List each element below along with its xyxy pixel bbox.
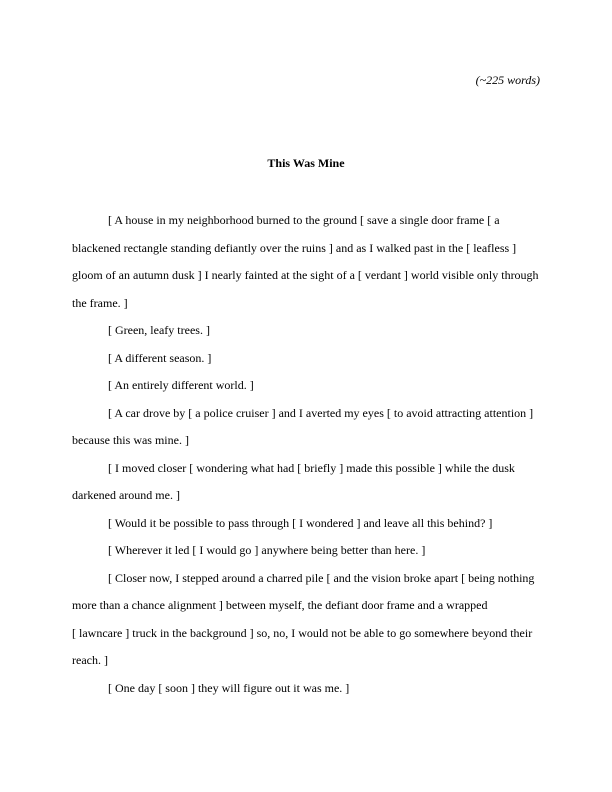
paragraph (72, 675, 540, 703)
paragraph-line: [ Closer now, I stepped around a charred pile [ and the vision broke apart [ being nothing (108, 570, 535, 585)
paragraph (72, 345, 540, 373)
paragraph-line: gloom of an autumn dusk ] I nearly fainted at the sight of a [ verdant ] world visible only through (72, 268, 539, 282)
paragraph-line: [ A house in my neighborhood burned to the ground [ save a single door frame [ a (108, 213, 500, 227)
paragraph-line: the frame. ] (72, 295, 128, 310)
paragraph (72, 317, 540, 345)
paragraph-line: darkened around me. ] (72, 488, 180, 502)
document-title: This Was Mine (267, 156, 345, 170)
paragraph (72, 565, 540, 675)
paragraph (72, 400, 540, 455)
paragraph-line: [ Green, leafy trees. ] (108, 323, 210, 337)
paragraph-line: [ A different season. ] (108, 350, 212, 365)
word-count: (~225 words) (475, 73, 540, 87)
paragraph-line: [ I moved closer [ wondering what had [ briefly ] made this possible ] while the dusk (108, 460, 515, 475)
paragraph-line: [ An entirely different world. ] (108, 378, 254, 392)
paragraph-line: blackened rectangle standing defiantly over the ruins ] and as I walked past in the [ leafless ] (72, 240, 517, 255)
document-body (72, 207, 540, 702)
paragraph-line: [ Would it be possible to pass through [ I wondered ] and leave all this behind? ] (108, 515, 493, 530)
paragraph-line: [ lawncare ] truck in the background ] so, no, I would not be able to go somewhere beyond their (72, 625, 533, 640)
paragraph-line: [ Wherever it led [ I would go ] anywhere being better than here. ] (108, 543, 426, 557)
paragraph (72, 510, 540, 538)
paragraph-line: reach. ] (72, 653, 108, 667)
paragraph-line: [ One day [ soon ] they will figure out it was me. ] (108, 680, 350, 695)
paragraph (72, 372, 540, 400)
paragraph (72, 207, 540, 317)
paragraph (72, 537, 540, 565)
paragraph-line: more than a chance alignment ] between myself, the defiant door frame and a wrapped (72, 598, 488, 612)
paragraph-line: [ A car drove by [ a police cruiser ] and I averted my eyes [ to avoid attracting attention ] (108, 405, 534, 420)
paragraph-line: because this was mine. ] (72, 433, 189, 447)
paragraph (72, 455, 540, 510)
